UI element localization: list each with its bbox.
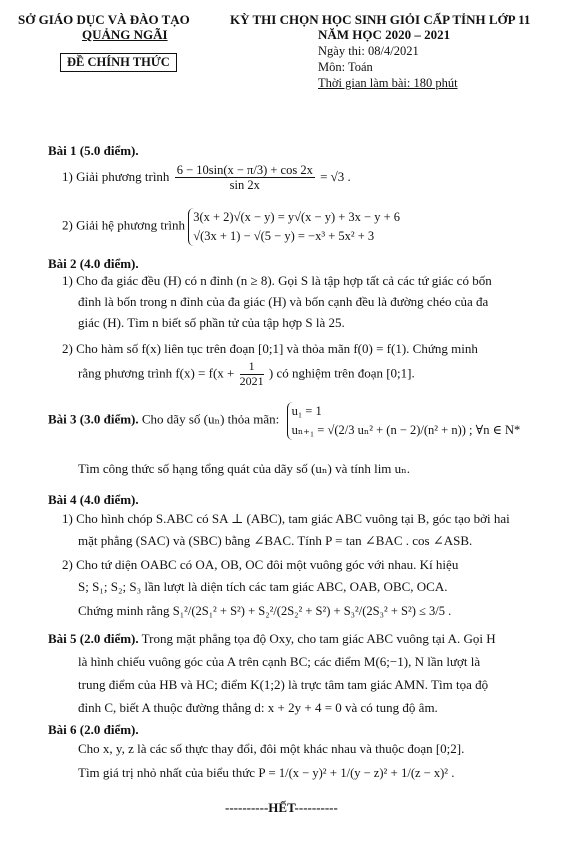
problem-4-part-1-line-2: mặt phẳng (SAC) và (SBC) bằng ∠BAC. Tính P = tan ∠BAC . cos ∠ASB. xyxy=(78,533,473,548)
problem-2-part-2-line-2 xyxy=(78,360,415,389)
problem-6-term-3: 1/(z − x)² xyxy=(401,766,449,780)
problem-2-fraction-denominator: 2021 xyxy=(239,373,264,388)
sequence-first-term: u₁ = 1 xyxy=(291,404,322,418)
problem-4-title: Bài 4 (4.0 điểm). xyxy=(48,492,139,507)
problem-6-term-2: 1/(y − z)² xyxy=(340,766,388,780)
exam-date: Ngày thi: 08/4/2021 xyxy=(318,44,419,58)
exam-duration: Thời gian làm bài: 180 phút xyxy=(318,76,458,90)
problem-2-part-1-line-3: giác (H). Tìm n biết số phần tử của tập hợp S là 25. xyxy=(78,315,345,330)
problem-5-line-4: đỉnh C, biết A thuộc đường thẳng d: x + 2y + 4 = 0 và có tung độ âm. xyxy=(78,700,438,715)
problem-5-text-1: Trong mặt phẳng tọa độ Oxy, cho tam giác ABC vuông tại A. Gọi H xyxy=(141,631,496,646)
problem-6-term-1: 1/(x − y)² xyxy=(278,766,327,780)
problem-4-part-2-line-3 xyxy=(78,603,451,619)
problem-1-part-2-prefix: 2) Giải hệ phương trình xyxy=(62,217,185,233)
exam-title: KỲ THI CHỌN HỌC SINH GIỎI CẤP TỈNH LỚP 11 xyxy=(230,12,531,27)
problem-3-statement xyxy=(48,402,520,440)
problem-1-title: Bài 1 (5.0 điểm). xyxy=(48,143,139,158)
problem-4-part-2-line-1: 2) Cho tứ diện OABC có OA, OB, OC đôi một vuông góc với nhau. Kí hiệu xyxy=(62,557,459,572)
problem-3-question: Tìm công thức số hạng tổng quát của dãy số (uₙ) và tính lim uₙ. xyxy=(78,461,411,476)
problem-6-line-2: Tìm giá trị nhỏ nhất của biểu thức P = 1/(x − y)² + 1/(y − z)² + 1/(z − x)² . xyxy=(78,765,455,780)
end-marker: ----------HẾT---------- xyxy=(225,800,338,815)
problem-2-part-2-line-1: 2) Cho hàm số f(x) liên tục trên đoạn [0;1] và thỏa mãn f(0) = f(1). Chứng minh xyxy=(62,341,478,356)
problem-2-equation-end: ) có nghiệm trên đoạn [0;1]. xyxy=(268,365,415,381)
sequence-recurrence: uₙ₊₁ = √(2/3 uₙ² + (n − 2)/(n² + n)) ; ∀n ∈ N* xyxy=(291,422,521,437)
problem-4-part-1-line-1: 1) Cho hình chóp S.ABC có SA ⊥ (ABC), tam giác ABC vuông tại B, góc tạo bởi hai xyxy=(62,511,510,526)
problem-2-title: Bài 2 (4.0 điểm). xyxy=(48,256,139,271)
problem-1-numerator: 6 − 10sin(x − π/3) + cos 2x xyxy=(176,163,313,177)
problem-6-prefix: Tìm giá trị nhỏ nhất của biểu thức P = xyxy=(78,765,276,780)
problem-1-part-1-prefix: 1) Giải phương trình xyxy=(62,168,170,184)
problem-2-fraction-numerator: 1 xyxy=(240,360,264,375)
problem-2-equation-start: rằng phương trình f(x) = f(x + xyxy=(78,365,235,381)
department-name: SỞ GIÁO DỤC VÀ ĐÀO TẠO xyxy=(18,12,190,27)
problem-4-prove-prefix: Chứng minh rằng xyxy=(78,603,170,618)
problem-3-title: Bài 3 (3.0 điểm). xyxy=(48,411,139,427)
exam-subject: Môn: Toán xyxy=(318,60,373,74)
problem-5-line-2: là hình chiếu vuông góc của A trên cạnh BC; các điểm M(6;−1), N lần lượt là xyxy=(78,654,481,669)
problem-1-denominator: sin 2x xyxy=(229,178,260,193)
problem-5-title: Bài 5 (2.0 điểm). xyxy=(48,631,139,646)
problem-5-line-3: trung điểm của HB và HC; điểm K(1;2) là trực tâm tam giác AMN. Tìm tọa độ xyxy=(78,677,489,692)
system-equation-1: 3(x + 2)√(x − y) = y√(x − y) + 3x − y + 6 xyxy=(193,210,401,224)
problem-3-lead: Cho dãy số (uₙ) thỏa mãn: xyxy=(141,411,280,427)
school-year: NĂM HỌC 2020 – 2021 xyxy=(318,27,451,42)
province-name: QUẢNG NGÃI xyxy=(82,27,168,42)
system-equation-2: √(3x + 1) − √(5 − y) = −x³ + 5x² + 3 xyxy=(193,228,375,243)
problem-6-line-1: Cho x, y, z là các số thực thay đổi, đôi một khác nhau và thuộc đoạn [0;2]. xyxy=(78,741,465,756)
problem-4-inequality: S₁²/(2S₁² + S²) + S₂²/(2S₂² + S²) + S₃²/(2S₃² + S²) ≤ 3/5 . xyxy=(172,604,452,618)
problem-2-part-1-line-1: 1) Cho đa giác đều (H) có n đỉnh (n ≥ 8). Gọi S là tập hợp tất cả các tứ giác có bốn xyxy=(62,273,492,288)
problem-2-part-1-line-2: đỉnh là bốn trong n đỉnh của đa giác (H) và bốn cạnh đều là đường chéo của đa xyxy=(78,294,489,309)
problem-4-part-2-line-2: S; S₁; S₂; S₃ lần lượt là diện tích các tam giác ABC, OAB, OBC, OCA. xyxy=(78,579,448,594)
problem-6-title: Bài 6 (2.0 điểm). xyxy=(48,722,139,737)
problem-1-part-2 xyxy=(62,208,400,246)
problem-5-line-1 xyxy=(48,628,496,649)
problem-1-part-1 xyxy=(62,163,351,193)
problem-1-rhs: = √3 . xyxy=(320,168,351,184)
official-badge: ĐỀ CHÍNH THỨC xyxy=(60,53,177,72)
